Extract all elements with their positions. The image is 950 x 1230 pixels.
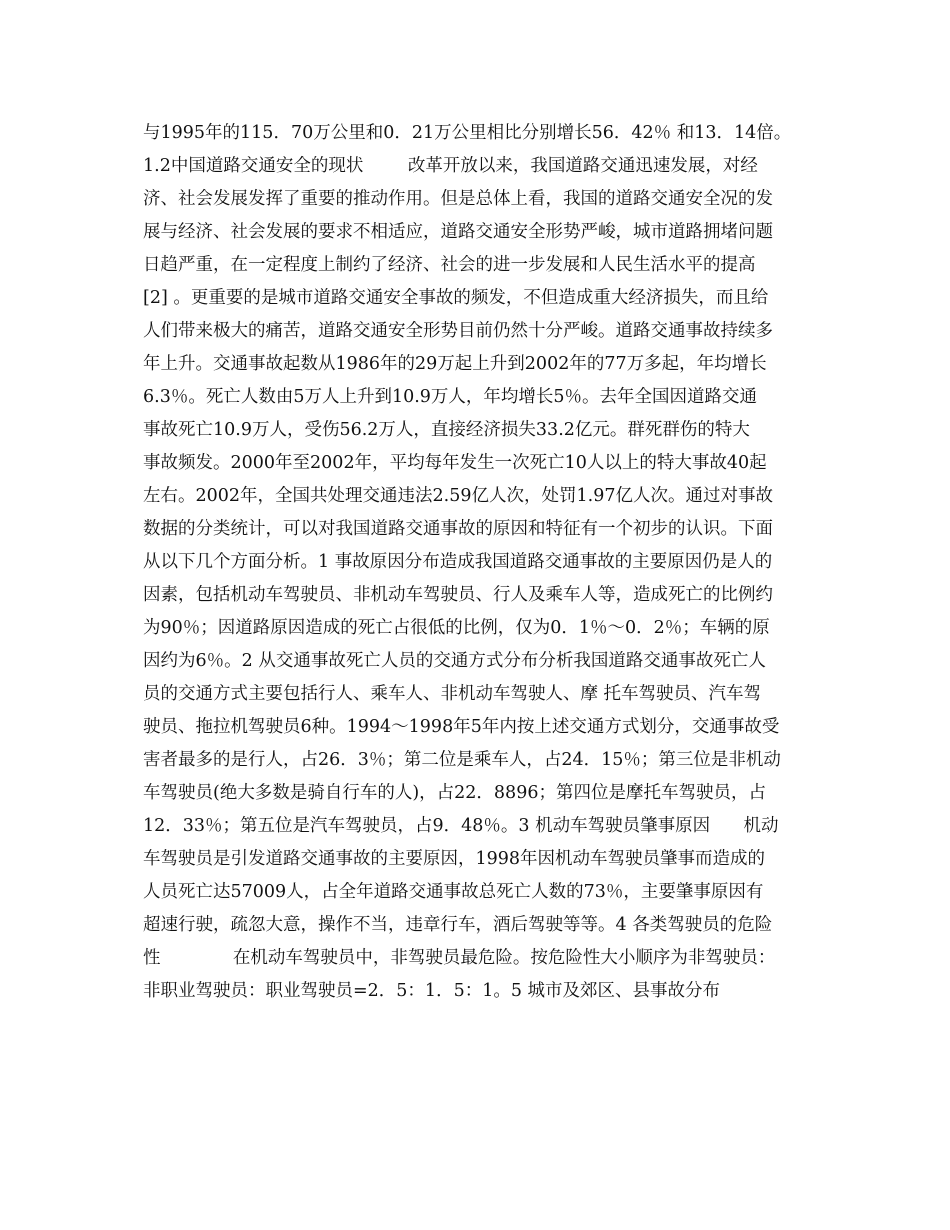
text-line: 非职业驾驶员：职业驾驶员=2．5：1．5：1。5 城市及郊区、县事故分布	[143, 981, 721, 1001]
text-line: 济、社会发展发挥了重要的推动作用。但是总体上看，我国的道路交通安全况的发	[143, 189, 773, 209]
text-line: 12．33％；第五位是汽车驾驶员，占9．48％。3 机动车驾驶员肇事原因 机动	[143, 816, 779, 836]
body-text	[143, 117, 823, 1008]
text-line: 事故频发。2000年至2002年，平均每年发生一次死亡10人以上的特大事故40起	[143, 453, 767, 473]
text-line: 1.2中国道路交通安全的现状 改革开放以来，我国道路交通迅速发展，对经	[143, 156, 758, 176]
text-line: [2] 。更重要的是城市道路交通安全事故的频发，不但造成重大经济损失，而且给	[143, 288, 769, 308]
text-line: 性 在机动车驾驶员中，非驾驶员最危险。按危险性大小顺序为非驾驶员：	[143, 948, 776, 968]
text-line: 驶员、拖拉机驾驶员6种。1994～1998年5年内按上述交通方式划分，交通事故受	[143, 717, 780, 737]
text-line: 展与经济、社会发展的要求不相适应，道路交通安全形势严峻，城市道路拥堵问题	[143, 222, 773, 242]
text-line: 人员死亡达57009人，占全年道路交通事故总死亡人数的73％，主要肇事原因有	[143, 882, 764, 902]
text-line: 为90％；因道路原因造成的死亡占很低的比例，仅为0．1％～0．2％；车辆的原	[143, 618, 770, 638]
text-line: 与1995年的115．70万公里和0．21万公里相比分别增长56．42％ 和13．14倍。	[143, 123, 792, 143]
text-line: 人们带来极大的痛苦，道路交通安全形势目前仍然十分严峻。道路交通事故持续多	[143, 321, 773, 341]
text-line: 车驾驶员(绝大多数是骑自行车的人)，占22．8896；第四位是摩托车驾驶员，占	[143, 783, 766, 803]
text-line: 害者最多的是行人，占26．3％；第二位是乘车人，占24．15％；第三位是非机动	[143, 750, 781, 770]
text-line: 年上升。交通事故起数从1986年的29万起上升到2002年的77万多起，年均增长	[143, 354, 767, 374]
text-line: 超速行驶，疏忽大意，操作不当，违章行车，酒后驾驶等等。4 各类驾驶员的危险	[143, 915, 773, 935]
text-line: 左右。2002年，全国共处理交通违法2.59亿人次，处罚1.97亿人次。通过对事故	[143, 486, 773, 506]
text-line: 事故死亡10.9万人，受伤56.2万人，直接经济损失33.2亿元。群死群伤的特大	[143, 420, 750, 440]
text-line: 车驾驶员是引发道路交通事故的主要原因，1998年因机动车驾驶员肇事而造成的	[143, 849, 766, 869]
text-line: 6.3％。死亡人数由5万人上升到10.9万人，年均增长5％。去年全国因道路交通	[143, 387, 758, 407]
text-line: 因约为6％。2 从交通事故死亡人员的交通方式分布分析我国道路交通事故死亡人	[143, 651, 766, 671]
text-line: 从以下几个方面分析。1 事故原因分布造成我国道路交通事故的主要原因仍是人的	[143, 552, 773, 572]
text-line: 员的交通方式主要包括行人、乘车人、非机动车驾驶人、摩 托车驾驶员、汽车驾	[143, 684, 762, 704]
text-line: 数据的分类统计，可以对我国道路交通事故的原因和特征有一个初步的认识。下面	[143, 519, 773, 539]
text-line: 因素，包括机动车驾驶员、非机动车驾驶员、行人及乘车人等，造成死亡的比例约	[143, 585, 773, 605]
text-line: 日趋严重，在一定程度上制约了经济、社会的进一步发展和人民生活水平的提高	[143, 255, 756, 275]
